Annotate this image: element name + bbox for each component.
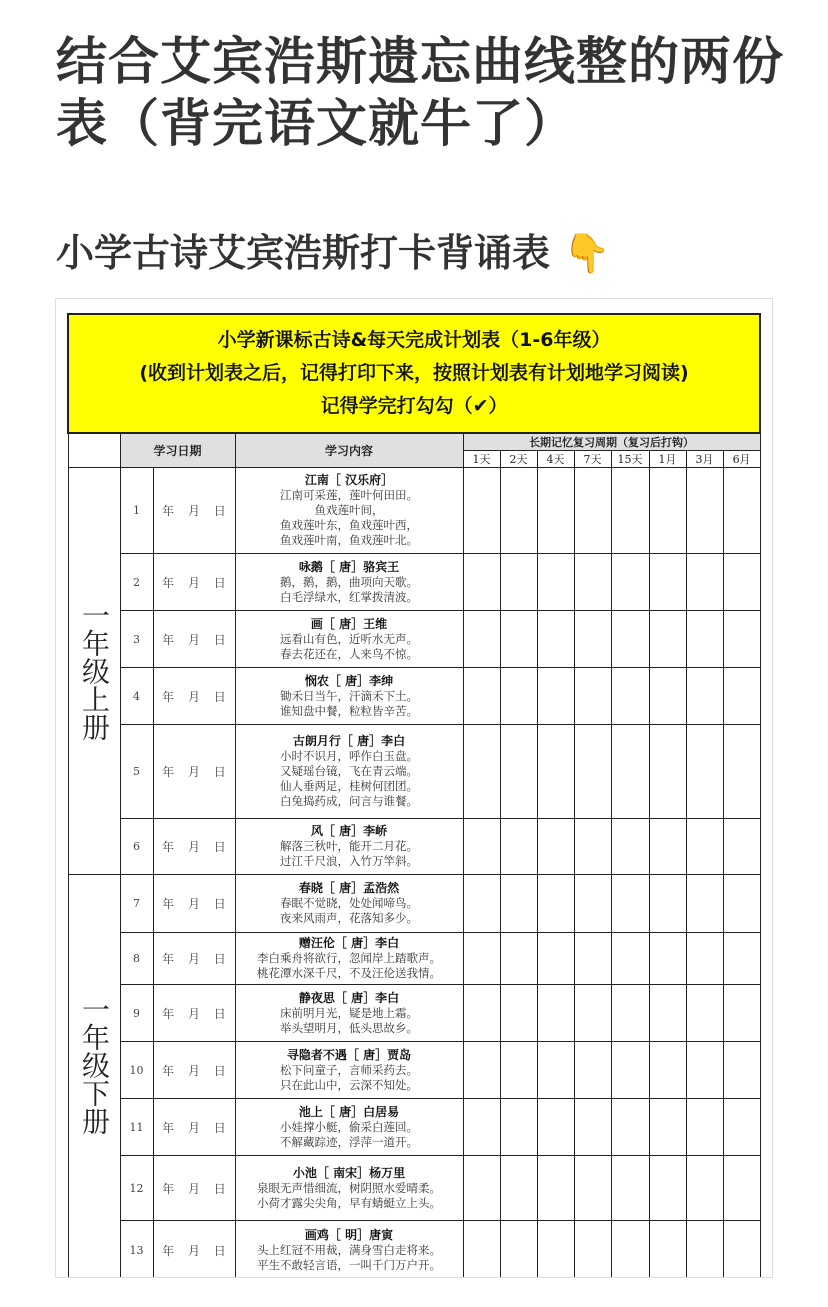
study-date-field[interactable]: 年 月 日 — [153, 875, 235, 933]
review-checkbox-cell[interactable] — [611, 933, 649, 985]
review-checkbox-cell[interactable] — [723, 933, 760, 985]
review-checkbox-cell[interactable] — [611, 875, 649, 933]
row-number: 1 — [120, 468, 153, 554]
review-checkbox-cell[interactable] — [463, 875, 500, 933]
table-row — [68, 819, 760, 875]
review-checkbox-cell[interactable] — [723, 1099, 760, 1156]
review-checkbox-cell[interactable] — [574, 985, 611, 1042]
row-number: 10 — [120, 1042, 153, 1099]
review-checkbox-cell[interactable] — [649, 1099, 686, 1156]
review-checkbox-cell[interactable] — [686, 725, 723, 819]
poem-line: 白兔捣药成，问言与谁餐。 — [280, 794, 418, 808]
poem-line: 只在此山中，云深不知处。 — [280, 1077, 418, 1092]
review-checkbox-cell[interactable] — [649, 468, 686, 554]
poem-content — [235, 1099, 463, 1156]
poem-content — [235, 725, 463, 819]
header-content: 学习内容 — [235, 433, 463, 468]
poem-content — [235, 985, 463, 1042]
poem-title: 画鸡［ 明］唐寅 — [304, 1228, 394, 1242]
header-date: 学习日期 — [120, 433, 235, 468]
review-checkbox-cell[interactable] — [537, 611, 574, 668]
poem-content — [235, 875, 463, 933]
review-checkbox-cell[interactable] — [500, 725, 537, 819]
banner-line: 记得学完打勾勾（✔） — [320, 395, 508, 417]
header-period: 7天 — [574, 451, 611, 468]
study-date-field[interactable]: 年 月 日 — [153, 611, 235, 668]
review-checkbox-cell[interactable] — [574, 554, 611, 611]
review-checkbox-cell[interactable] — [574, 725, 611, 819]
review-checkbox-cell[interactable] — [537, 468, 574, 554]
review-checkbox-cell[interactable] — [500, 668, 537, 725]
header-period: 2天 — [500, 451, 537, 468]
review-checkbox-cell[interactable] — [649, 1156, 686, 1221]
plan-sheet-image — [55, 298, 773, 1278]
review-checkbox-cell[interactable] — [611, 611, 649, 668]
review-checkbox-cell[interactable] — [686, 668, 723, 725]
poem-title: 古朗月行［ 唐］李白 — [292, 734, 406, 748]
review-checkbox-cell[interactable] — [723, 611, 760, 668]
poem-line: 举头望明月，低头思故乡。 — [280, 1020, 418, 1035]
poem-line: 春去花还在，人来鸟不惊。 — [280, 646, 418, 661]
poem-line: 不解藏踪迹，浮萍一道开。 — [280, 1134, 418, 1149]
review-checkbox-cell[interactable] — [500, 985, 537, 1042]
review-checkbox-cell[interactable] — [611, 468, 649, 554]
review-checkbox-cell[interactable] — [686, 875, 723, 933]
review-checkbox-cell[interactable] — [686, 1099, 723, 1156]
poem-line: 锄禾日当午，汗滴禾下土。 — [280, 688, 418, 703]
header-period: 4天 — [537, 451, 574, 468]
review-checkbox-cell[interactable] — [723, 554, 760, 611]
banner-line: 小学新课标古诗&每天完成计划表（1-6年级） — [217, 329, 611, 351]
review-checkbox-cell[interactable] — [649, 1042, 686, 1099]
sheet-banner — [68, 314, 760, 433]
review-checkbox-cell[interactable] — [649, 875, 686, 933]
review-checkbox-cell[interactable] — [686, 1156, 723, 1221]
section-subtitle — [56, 222, 611, 277]
poem-line: 谁知盘中餐，粒粒皆辛苦。 — [280, 703, 418, 718]
review-checkbox-cell[interactable] — [537, 1156, 574, 1221]
review-checkbox-cell[interactable] — [500, 933, 537, 985]
review-checkbox-cell[interactable] — [463, 554, 500, 611]
page-title: 结合艾宾浩斯遗忘曲线整的两份表（背完语文就牛了） — [56, 33, 785, 154]
poem-title: 画［ 唐］王维 — [310, 616, 388, 631]
review-checkbox-cell[interactable] — [537, 1042, 574, 1099]
review-checkbox-cell[interactable] — [723, 819, 760, 875]
poem-content — [235, 1042, 463, 1099]
poem-content — [235, 819, 463, 875]
review-checkbox-cell[interactable] — [611, 554, 649, 611]
table-row — [68, 933, 760, 985]
review-checkbox-cell[interactable] — [611, 1042, 649, 1099]
review-checkbox-cell[interactable] — [574, 933, 611, 985]
poem-title: 风［ 唐］李峤 — [310, 824, 388, 838]
review-checkbox-cell[interactable] — [574, 1221, 611, 1279]
study-date-field[interactable]: 年 月 日 — [153, 725, 235, 819]
poem-line: 鱼戏莲叶间， — [314, 503, 384, 517]
review-checkbox-cell[interactable] — [574, 875, 611, 933]
review-checkbox-cell[interactable] — [500, 468, 537, 554]
poem-title: 静夜思［ 唐］李白 — [298, 990, 400, 1005]
review-checkbox-cell[interactable] — [537, 725, 574, 819]
subtitle-text: 小学古诗艾宾浩斯打卡背诵表 — [56, 231, 551, 275]
study-date-field[interactable]: 年 月 日 — [153, 468, 235, 554]
study-date-field[interactable]: 年 月 日 — [153, 985, 235, 1042]
poem-content — [235, 933, 463, 985]
poem-line: 小娃撑小艇，偷采白莲回。 — [280, 1119, 418, 1134]
review-checkbox-cell[interactable] — [686, 554, 723, 611]
review-checkbox-cell[interactable] — [723, 725, 760, 819]
study-date-field[interactable]: 年 月 日 — [153, 1099, 235, 1156]
poem-title: 池上［ 唐］白居易 — [298, 1104, 400, 1119]
poem-title: 赠汪伦［ 唐］李白 — [298, 936, 400, 950]
poem-content — [235, 468, 463, 554]
review-checkbox-cell[interactable] — [574, 668, 611, 725]
review-checkbox-cell[interactable] — [611, 1156, 649, 1221]
poem-line: 解落三秋叶，能开二月花。 — [280, 839, 418, 853]
review-checkbox-cell[interactable] — [537, 985, 574, 1042]
row-number: 2 — [120, 554, 153, 611]
review-checkbox-cell[interactable] — [611, 819, 649, 875]
review-checkbox-cell[interactable] — [574, 1042, 611, 1099]
table-row — [68, 875, 760, 933]
poem-title: 悯农［ 唐］李绅 — [304, 673, 394, 688]
header-review: 长期记忆复习周期（复习后打钩） — [463, 433, 760, 451]
review-checkbox-cell[interactable] — [574, 468, 611, 554]
table-row — [68, 611, 760, 668]
review-checkbox-cell[interactable] — [649, 668, 686, 725]
pointing-down-icon: 👇 — [563, 231, 611, 275]
poem-content — [235, 668, 463, 725]
review-checkbox-cell[interactable] — [463, 933, 500, 985]
table-row — [68, 668, 760, 725]
poem-line: 又疑瑶台镜，飞在青云端。 — [280, 764, 418, 778]
review-checkbox-cell[interactable] — [649, 819, 686, 875]
review-checkbox-cell[interactable] — [500, 1156, 537, 1221]
poem-line: 小荷才露尖尖角，早有蜻蜓立上头。 — [257, 1195, 441, 1210]
poem-line: 小时不识月，呼作白玉盘。 — [280, 749, 418, 763]
row-number: 12 — [120, 1156, 153, 1221]
header-period: 1天 — [463, 451, 500, 468]
row-number: 6 — [120, 819, 153, 875]
review-checkbox-cell[interactable] — [686, 1042, 723, 1099]
poem-content — [235, 611, 463, 668]
review-checkbox-cell[interactable] — [649, 985, 686, 1042]
poem-line: 头上红冠不用裁，满身雪白走将来。 — [257, 1243, 441, 1257]
poem-line: 鱼戏莲叶南，鱼戏莲叶北。 — [280, 533, 418, 547]
review-checkbox-cell[interactable] — [686, 819, 723, 875]
poem-line: 夜来风雨声，花落知多少。 — [280, 911, 418, 925]
table-row — [68, 1156, 760, 1221]
review-checkbox-cell[interactable] — [574, 819, 611, 875]
review-checkbox-cell[interactable] — [574, 1099, 611, 1156]
poem-title: 江南［ 汉乐府］ — [304, 473, 394, 487]
review-checkbox-cell[interactable] — [649, 554, 686, 611]
review-checkbox-cell[interactable] — [537, 933, 574, 985]
study-date-field[interactable]: 年 月 日 — [153, 1221, 235, 1279]
review-checkbox-cell[interactable] — [537, 875, 574, 933]
grade-group-label — [68, 875, 120, 1279]
poem-title: 春晓［ 唐］孟浩然 — [298, 881, 400, 895]
grade-group-label — [68, 468, 120, 875]
review-checkbox-cell[interactable] — [686, 468, 723, 554]
review-checkbox-cell[interactable] — [723, 1042, 760, 1099]
review-checkbox-cell[interactable] — [463, 725, 500, 819]
review-checkbox-cell[interactable] — [611, 725, 649, 819]
row-number: 7 — [120, 875, 153, 933]
review-checkbox-cell[interactable] — [537, 668, 574, 725]
review-checkbox-cell[interactable] — [686, 611, 723, 668]
header-period: 3月 — [686, 451, 723, 468]
poem-line: 李白乘舟将欲行，忽闻岸上踏歌声。 — [257, 951, 441, 965]
header-period: 15天 — [611, 451, 649, 468]
review-checkbox-cell[interactable] — [500, 819, 537, 875]
table-row — [68, 1099, 760, 1156]
review-checkbox-cell[interactable] — [463, 468, 500, 554]
review-checkbox-cell[interactable] — [463, 1099, 500, 1156]
review-checkbox-cell[interactable] — [611, 985, 649, 1042]
table-row — [68, 985, 760, 1042]
poem-line: 鹅，鹅，鹅，曲项向天歌。 — [280, 574, 418, 589]
review-checkbox-cell[interactable] — [463, 819, 500, 875]
poem-title: 寻隐者不遇［ 唐］贾岛 — [286, 1047, 412, 1062]
study-date-field[interactable]: 年 月 日 — [153, 1156, 235, 1221]
poem-line: 春眠不觉晓，处处闻啼鸟。 — [280, 896, 418, 910]
row-number: 11 — [120, 1099, 153, 1156]
poem-line: 泉眼无声惜细流，树阴照水爱晴柔。 — [257, 1180, 441, 1195]
row-number: 13 — [120, 1221, 153, 1279]
table-row — [68, 1221, 760, 1279]
study-date-field[interactable]: 年 月 日 — [153, 554, 235, 611]
review-checkbox-cell[interactable] — [723, 1156, 760, 1221]
review-checkbox-cell[interactable] — [500, 875, 537, 933]
poem-line: 床前明月光，疑是地上霜。 — [280, 1005, 418, 1020]
poem-line: 过江千尺浪，入竹万竿斜。 — [280, 854, 418, 868]
review-checkbox-cell[interactable] — [686, 933, 723, 985]
review-checkbox-cell[interactable] — [463, 1221, 500, 1279]
poem-line: 远看山有色，近听水无声。 — [280, 631, 418, 646]
review-checkbox-cell[interactable] — [723, 875, 760, 933]
review-checkbox-cell[interactable] — [574, 1156, 611, 1221]
review-checkbox-cell[interactable] — [686, 985, 723, 1042]
row-number: 4 — [120, 668, 153, 725]
review-checkbox-cell[interactable] — [611, 668, 649, 725]
review-checkbox-cell[interactable] — [463, 985, 500, 1042]
banner-line: (收到计划表之后，记得打印下来，按照计划表有计划地学习阅读) — [139, 362, 689, 384]
review-checkbox-cell[interactable] — [649, 611, 686, 668]
table-row — [68, 468, 760, 554]
poem-line: 仙人垂两足，桂树何团团。 — [280, 779, 418, 793]
review-checkbox-cell[interactable] — [611, 1221, 649, 1279]
plan-table — [67, 313, 761, 1278]
review-checkbox-cell[interactable] — [463, 1156, 500, 1221]
review-checkbox-cell[interactable] — [649, 725, 686, 819]
review-checkbox-cell[interactable] — [500, 1099, 537, 1156]
review-checkbox-cell[interactable] — [500, 1221, 537, 1279]
review-checkbox-cell[interactable] — [649, 1221, 686, 1279]
study-date-field[interactable]: 年 月 日 — [153, 819, 235, 875]
review-checkbox-cell[interactable] — [537, 819, 574, 875]
review-checkbox-cell[interactable] — [500, 1042, 537, 1099]
poem-line: 桃花潭水深千尺，不及汪伦送我情。 — [257, 966, 441, 980]
table-row — [68, 1042, 760, 1099]
review-checkbox-cell[interactable] — [611, 1099, 649, 1156]
poem-line: 白毛浮绿水，红掌拨清波。 — [280, 589, 418, 604]
poem-line: 松下问童子，言师采药去。 — [280, 1062, 418, 1077]
table-row — [68, 554, 760, 611]
review-checkbox-cell[interactable] — [723, 985, 760, 1042]
header-period: 1月 — [649, 451, 686, 468]
review-checkbox-cell[interactable] — [649, 933, 686, 985]
row-number: 3 — [120, 611, 153, 668]
review-checkbox-cell[interactable] — [537, 554, 574, 611]
review-checkbox-cell[interactable] — [723, 668, 760, 725]
grade-label-text: 一年级下册 — [78, 995, 111, 1135]
row-number: 5 — [120, 725, 153, 819]
grade-label-text: 一年级上册 — [78, 601, 111, 741]
review-checkbox-cell[interactable] — [463, 1042, 500, 1099]
poem-line: 平生不敢轻言语，一叫千门万户开。 — [257, 1258, 441, 1272]
poem-title: 咏鹅［ 唐］骆宾王 — [298, 559, 400, 574]
row-number: 8 — [120, 933, 153, 985]
study-date-field[interactable]: 年 月 日 — [153, 668, 235, 725]
poem-content — [235, 1221, 463, 1279]
header-period: 6月 — [723, 451, 760, 468]
review-checkbox-cell[interactable] — [463, 668, 500, 725]
review-checkbox-cell[interactable] — [500, 554, 537, 611]
review-checkbox-cell[interactable] — [537, 1221, 574, 1279]
review-checkbox-cell[interactable] — [500, 611, 537, 668]
poem-title: 小池［ 南宋］杨万里 — [292, 1165, 406, 1180]
poem-line: 鱼戏莲叶东，鱼戏莲叶西， — [280, 518, 418, 532]
row-number: 9 — [120, 985, 153, 1042]
review-checkbox-cell[interactable] — [537, 1099, 574, 1156]
study-date-field[interactable]: 年 月 日 — [153, 1042, 235, 1099]
review-checkbox-cell[interactable] — [723, 1221, 760, 1279]
poem-content — [235, 1156, 463, 1221]
study-date-field[interactable]: 年 月 日 — [153, 933, 235, 985]
poem-line: 江南可采莲，莲叶何田田。 — [280, 488, 418, 502]
table-row — [68, 725, 760, 819]
review-checkbox-cell[interactable] — [686, 1221, 723, 1279]
review-checkbox-cell[interactable] — [723, 468, 760, 554]
review-checkbox-cell[interactable] — [574, 611, 611, 668]
poem-content — [235, 554, 463, 611]
review-checkbox-cell[interactable] — [463, 611, 500, 668]
